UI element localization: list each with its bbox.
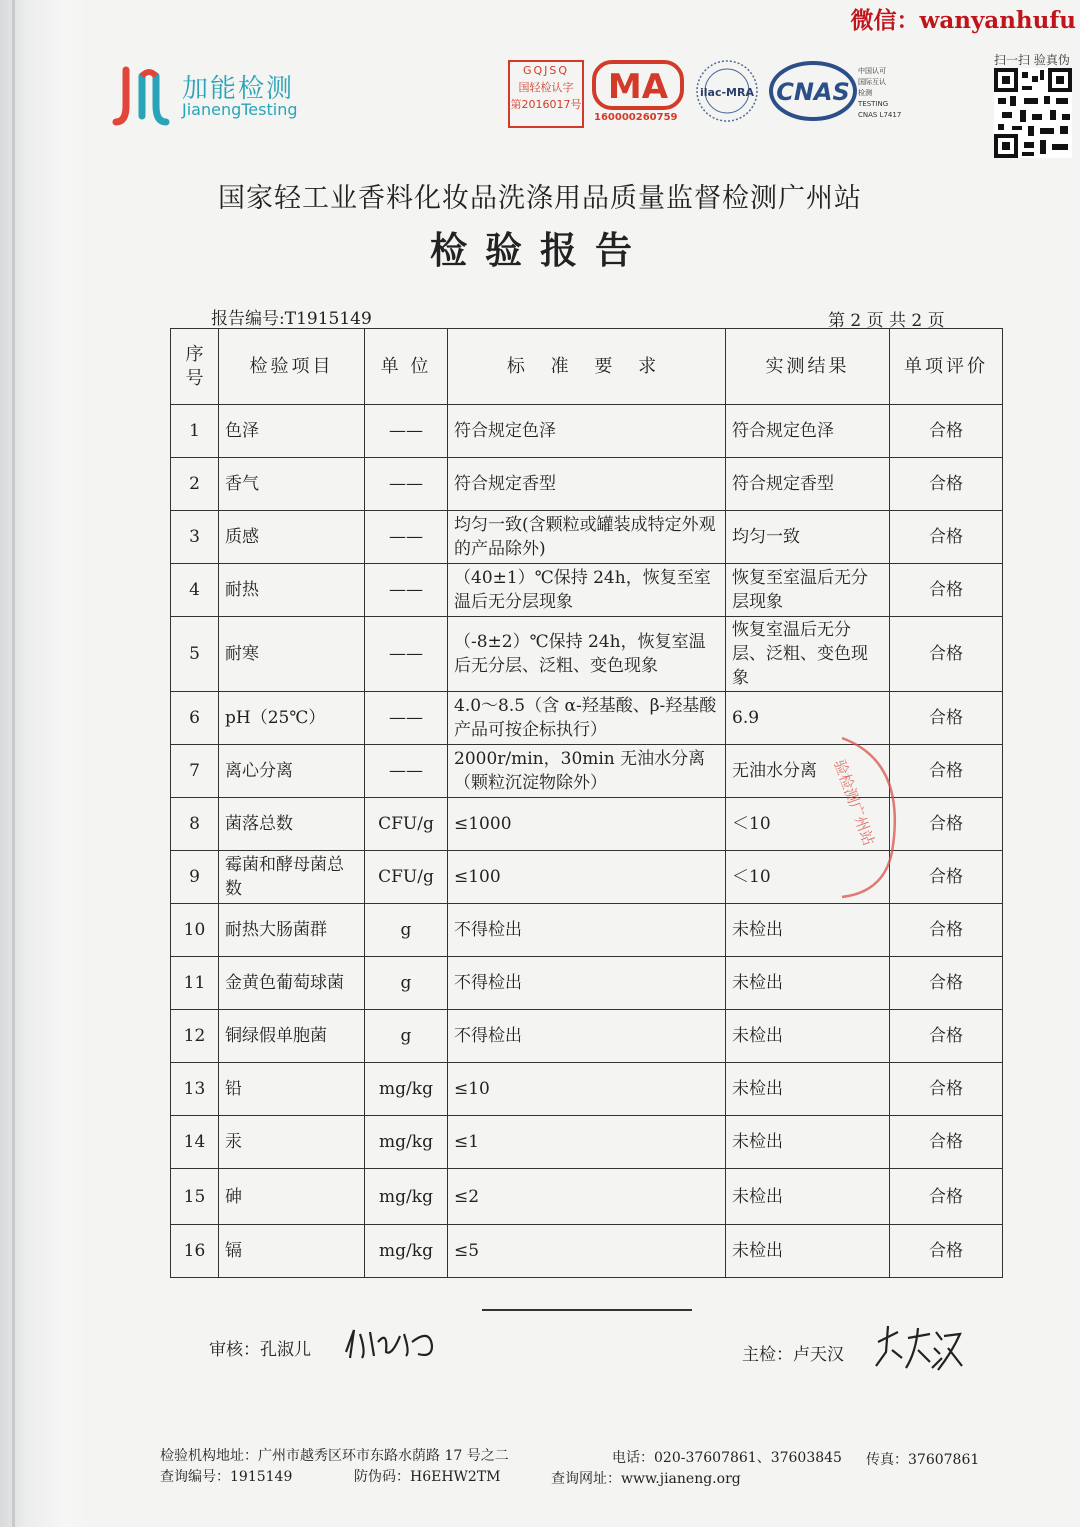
cnas-logo-icon [768, 58, 858, 124]
cell-evaluation: 合格 [890, 564, 1003, 617]
cell-evaluation: 合格 [890, 1116, 1003, 1169]
cell-item: 金黄色葡萄球菌 [219, 957, 365, 1010]
cell-unit: —— [365, 564, 448, 617]
cell-item: 耐寒 [219, 617, 365, 692]
inspection-table [170, 328, 1003, 1278]
table-row [171, 798, 1003, 851]
cell-standard: 符合规定香型 [448, 458, 726, 511]
cnas-note-line: 中国认可 [858, 67, 886, 75]
cell-standard: 2000r/min，30min 无油水分离（颗粒沉淀物除外） [448, 745, 726, 798]
col-header-evaluation: 单项评价 [890, 329, 1003, 405]
table-row [171, 617, 1003, 692]
logo-cn: 加能检测 [182, 74, 295, 104]
cell-standard: （40±1）℃保持 24h，恢复至室温后无分层现象 [448, 564, 726, 617]
table-row [171, 904, 1003, 957]
cell-item: 砷 [219, 1169, 365, 1225]
cell-no: 14 [171, 1116, 219, 1169]
cell-result: 均匀一致 [726, 511, 890, 564]
jianeng-logo-icon [112, 66, 172, 128]
watermark: 微信：wanyanhufu [850, 7, 1076, 34]
cell-no: 1 [171, 405, 219, 458]
cell-no: 8 [171, 798, 219, 851]
cell-result: 恢复室温后无分层、泛粗、变色现象 [726, 617, 890, 692]
cnas-note-line: CNAS L7417 [858, 111, 902, 119]
cell-result: ＜10 [726, 798, 890, 851]
col-header-no: 序号 [171, 329, 219, 405]
cell-unit: —— [365, 458, 448, 511]
gqjsq-line: 第2016017号 [510, 98, 582, 111]
cell-no: 7 [171, 745, 219, 798]
company-logo [112, 62, 312, 132]
cell-unit: —— [365, 745, 448, 798]
cell-no: 12 [171, 1010, 219, 1063]
table-row [171, 458, 1003, 511]
cma-logo-icon [592, 58, 684, 112]
cnas-note-line: 国际互认 [858, 78, 886, 86]
seal-text: 验检测广州站 [830, 757, 878, 848]
cell-unit: g [365, 1010, 448, 1063]
report-title: 检验报告 [430, 228, 650, 272]
cell-no: 13 [171, 1063, 219, 1116]
inspector-label: 主检：卢天汉 [742, 1345, 844, 1365]
cell-no: 3 [171, 511, 219, 564]
cell-result: 符合规定香型 [726, 458, 890, 511]
cell-no: 11 [171, 957, 219, 1010]
cell-unit: —— [365, 617, 448, 692]
cell-unit: mg/kg [365, 1225, 448, 1278]
cell-item: pH（25℃） [219, 692, 365, 745]
cell-standard: ≤5 [448, 1225, 726, 1278]
table-row [171, 564, 1003, 617]
cell-no: 16 [171, 1225, 219, 1278]
cell-unit: CFU/g [365, 851, 448, 904]
cell-standard: ≤10 [448, 1063, 726, 1116]
cell-item: 质感 [219, 511, 365, 564]
table-row [171, 851, 1003, 904]
gqjsq-line: GQJSQ [522, 64, 570, 77]
cell-item: 霉菌和酵母菌总数 [219, 851, 365, 904]
gqjsq-line: 国轻检认字 [518, 81, 574, 94]
cell-item: 香气 [219, 458, 365, 511]
cell-result: 恢复至室温后无分层现象 [726, 564, 890, 617]
cell-unit: —— [365, 511, 448, 564]
cell-evaluation: 合格 [890, 405, 1003, 458]
cell-result: 未检出 [726, 1169, 890, 1225]
table-row [171, 405, 1003, 458]
cell-standard: 不得检出 [448, 1010, 726, 1063]
table-row [171, 692, 1003, 745]
cell-no: 15 [171, 1169, 219, 1225]
cell-standard: ≤1 [448, 1116, 726, 1169]
cell-evaluation: 合格 [890, 745, 1003, 798]
cell-item: 汞 [219, 1116, 365, 1169]
cell-result: 未检出 [726, 1225, 890, 1278]
cell-unit: —— [365, 692, 448, 745]
cell-standard: 符合规定色泽 [448, 405, 726, 458]
cell-evaluation: 合格 [890, 904, 1003, 957]
cell-evaluation: 合格 [890, 1010, 1003, 1063]
cell-item: 铜绿假单胞菌 [219, 1010, 365, 1063]
table-row [171, 957, 1003, 1010]
separator-line [482, 1309, 692, 1311]
cell-result: 符合规定色泽 [726, 405, 890, 458]
cell-no: 9 [171, 851, 219, 904]
footer-website[interactable]: 查询网址：www.jianeng.org [551, 1471, 741, 1487]
qr-code-icon[interactable] [994, 68, 1072, 158]
cell-evaluation: 合格 [890, 511, 1003, 564]
inspector-signature [872, 1322, 967, 1378]
table-row [171, 1169, 1003, 1225]
col-header-item: 检验项目 [219, 329, 365, 405]
cell-result: 未检出 [726, 1010, 890, 1063]
cell-no: 10 [171, 904, 219, 957]
ilac-mark [694, 58, 760, 128]
table-row [171, 1063, 1003, 1116]
cma-code: 160000260759 [594, 112, 678, 123]
footer-phone: 电话：020-37607861、37603845 [612, 1450, 842, 1466]
cell-evaluation: 合格 [890, 617, 1003, 692]
logo-en: JianengTesting [182, 100, 298, 119]
ilac-text: ilac-MRA [700, 86, 754, 99]
cell-standard: 4.0～8.5（含 α-羟基酸、β-羟基酸产品可按企标执行） [448, 692, 726, 745]
ilac-globe-icon [694, 58, 760, 124]
cell-evaluation: 合格 [890, 1063, 1003, 1116]
cell-result: 未检出 [726, 957, 890, 1010]
qr-label: 扫一扫 验真伪 [994, 53, 1070, 67]
cell-evaluation: 合格 [890, 851, 1003, 904]
footer-fax: 传真：37607861 [866, 1452, 980, 1468]
col-header-unit: 单 位 [365, 329, 448, 405]
table-row [171, 745, 1003, 798]
cell-no: 2 [171, 458, 219, 511]
reviewer-signature [340, 1322, 440, 1362]
footer-anti-fake: 防伪码：H6EHW2TM [354, 1469, 501, 1485]
cell-no: 6 [171, 692, 219, 745]
cell-result: 无油水分离 [726, 745, 890, 798]
cell-result: 未检出 [726, 904, 890, 957]
cell-standard: ≤2 [448, 1169, 726, 1225]
cell-result: 未检出 [726, 1063, 890, 1116]
cell-result: 未检出 [726, 1116, 890, 1169]
svg-text:MA: MA [607, 67, 669, 107]
cell-standard: （-8±2）℃保持 24h，恢复室温后无分层、泛粗、变色现象 [448, 617, 726, 692]
cell-unit: —— [365, 405, 448, 458]
cell-evaluation: 合格 [890, 1225, 1003, 1278]
cell-unit: mg/kg [365, 1063, 448, 1116]
footer-query-no: 查询编号：1915149 [160, 1469, 293, 1485]
cell-evaluation: 合格 [890, 798, 1003, 851]
cell-result: 6.9 [726, 692, 890, 745]
cell-evaluation: 合格 [890, 1169, 1003, 1225]
reviewer-label: 审核：孔淑儿 [209, 1340, 311, 1360]
cell-unit: g [365, 904, 448, 957]
col-header-standard: 标 准 要 求 [448, 329, 726, 405]
cnas-note-line: 检测 [858, 89, 872, 97]
cell-evaluation: 合格 [890, 692, 1003, 745]
cell-standard: ≤1000 [448, 798, 726, 851]
cell-unit: mg/kg [365, 1116, 448, 1169]
organization-name: 国家轻工业香料化妆品洗涤用品质量监督检测广州站 [218, 183, 862, 214]
table-row [171, 1010, 1003, 1063]
gqjsq-stamp [508, 60, 584, 128]
cma-mark [592, 58, 684, 128]
cell-standard: 不得检出 [448, 904, 726, 957]
table-row [171, 1225, 1003, 1278]
col-header-result: 实测结果 [726, 329, 890, 405]
cell-item: 镉 [219, 1225, 365, 1278]
cell-item: 耐热 [219, 564, 365, 617]
cell-unit: g [365, 957, 448, 1010]
table-row [171, 1116, 1003, 1169]
table-header-row [171, 329, 1003, 405]
cell-evaluation: 合格 [890, 458, 1003, 511]
cell-evaluation: 合格 [890, 957, 1003, 1010]
cnas-note [858, 66, 918, 121]
cell-result: ＜10 [726, 851, 890, 904]
cell-no: 5 [171, 617, 219, 692]
cell-no: 4 [171, 564, 219, 617]
cell-item: 耐热大肠菌群 [219, 904, 365, 957]
cell-standard: ≤100 [448, 851, 726, 904]
cnas-note-line: TESTING [858, 100, 889, 108]
cell-standard: 不得检出 [448, 957, 726, 1010]
page-indicator: 第 2 页 共 2 页 [828, 311, 945, 331]
report-number: 报告编号:T1915149 [211, 309, 372, 329]
cnas-mark [768, 58, 858, 128]
cell-item: 离心分离 [219, 745, 365, 798]
table-row [171, 511, 1003, 564]
cell-unit: mg/kg [365, 1169, 448, 1225]
cell-standard: 均匀一致(含颗粒或罐装成特定外观的产品除外) [448, 511, 726, 564]
footer-address: 检验机构地址：广州市越秀区环市东路水荫路 17 号之二 [160, 1448, 509, 1464]
cnas-text: CNAS [776, 78, 850, 106]
cell-item: 菌落总数 [219, 798, 365, 851]
cell-unit: CFU/g [365, 798, 448, 851]
cell-item: 色泽 [219, 405, 365, 458]
cell-item: 铅 [219, 1063, 365, 1116]
